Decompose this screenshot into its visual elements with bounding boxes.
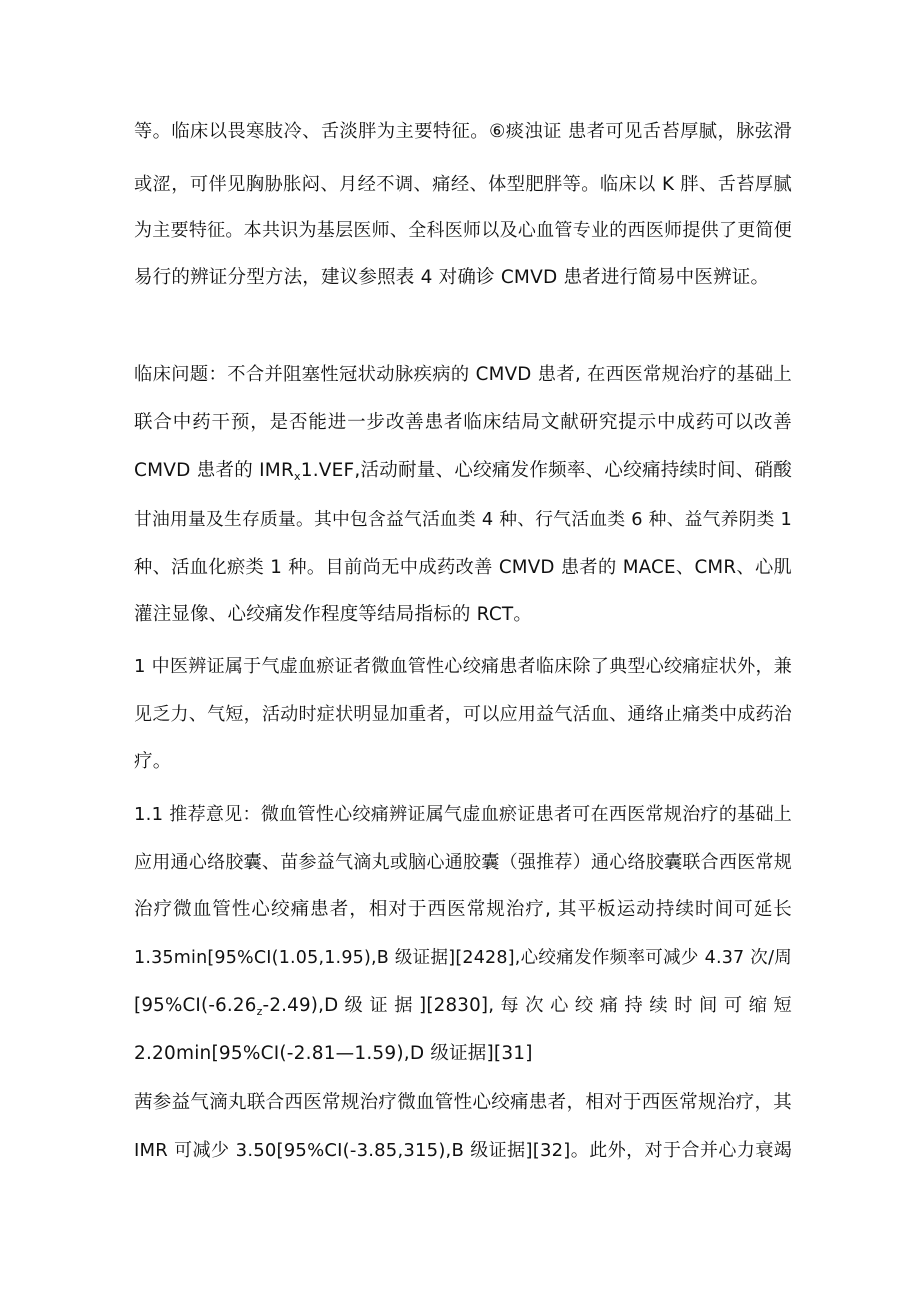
paragraph-4-line-5-text-b: -2.49),D 级 证 据 ][2830], 每 次 心 绞 痛 持 续 时 间 可 缩 短 [262, 995, 792, 1016]
paragraph-3-line-3: 疗。 [134, 751, 172, 772]
paragraph-2-line-5: 种、活血化瘀类 1 种。目前尚无中成药改善 CMVD 患者的 MACE、CMR、心肌 [134, 557, 792, 578]
paragraph-4-line-2: 应用通心络胶囊、苗参益气滴丸或脑心通胶囊（强推荐）通心络胶囊联合西医常规 [134, 852, 792, 873]
paragraph-4-line-6: 2.20min[95%CI(-2.81—1.59),D 级证据][31] [134, 1043, 533, 1064]
imr-subscript: x [294, 470, 301, 483]
ci-subscript: z [256, 1005, 263, 1018]
paragraph-2-line-3-text-a: CMVD 患者的 IMR [134, 460, 295, 481]
paragraph-2-line-1: 临床问题：不合并阻塞性冠状动脉疾病的 CMVD 患者, 在西医常规治疗的基础上 [134, 364, 792, 385]
paragraph-4-line-1: 1.1 推荐意见：微血管性心绞痛辨证属气虚血瘀证患者可在西医常规治疗的基础上 [134, 804, 792, 825]
paragraph-4-line-5 [134, 994, 792, 1024]
paragraph-1-line-3: 为主要特征。本共识为基层医师、全科医师以及心血管专业的西医师提供了更简便 [134, 220, 792, 241]
paragraph-1-line-2: 或涩，可伴见胸胁胀闷、月经不调、痛经、体型肥胖等。临床以 K 胖、舌苔厚腻 [134, 174, 792, 195]
paragraph-4-line-5-text-a: [95%CI(-6.26 [134, 995, 257, 1016]
paragraph-5-line-2: IMR 可减少 3.50[95%CI(-3.85,315),B 级证据][32]。此外，对于合并心力衰竭 [134, 1140, 792, 1161]
paragraph-2-line-2: 联合中药干预，是否能进一步改善患者临床结局文献研究提示中成药可以改善 [134, 412, 792, 433]
paragraph-2-line-6: 灌注显像、心绞痛发作程度等结局指标的 RCT。 [134, 604, 533, 625]
paragraph-4-line-3: 治疗微血管性心绞痛患者，相对于西医常规治疗, 其平板运动持续时间可延长 [134, 899, 792, 920]
paragraph-2-line-3 [134, 459, 792, 489]
paragraph-2-line-3-text-b: 1.VEF,活动耐量、心绞痛发作频率、心绞痛持续时间、硝酸 [300, 460, 792, 481]
paragraph-3-line-1: 1 中医辨证属于气虚血瘀证者微血管性心绞痛患者临床除了典型心绞痛症状外，兼 [134, 656, 792, 677]
paragraph-2-line-4: 甘油用量及生存质量。其中包含益气活血类 4 种、行气活血类 6 种、益气养阴类 1 [134, 510, 792, 530]
paragraph-1-line-1: 等。临床以畏寒肢冷、舌淡胖为主要特征。⑥痰浊证 患者可见舌苔厚腻，脉弦滑 [134, 121, 792, 142]
paragraph-3-line-2: 见乏力、气短，活动时症状明显加重者，可以应用益气活血、通络止痛类中成药治 [134, 704, 792, 725]
paragraph-4-line-4: 1.35min[95%CI(1.05,1.95),B 级证据][2428],心绞痛发作频率可减少 4.37 次/周 [134, 948, 792, 968]
paragraph-5-line-1: 茜参益气滴丸联合西医常规治疗微血管性心绞痛患者，相对于西医常规治疗，其 [134, 1092, 792, 1113]
paragraph-1-line-4: 易行的辨证分型方法，建议参照表 4 对确诊 CMVD 患者进行简易中医辨证。 [134, 267, 770, 288]
